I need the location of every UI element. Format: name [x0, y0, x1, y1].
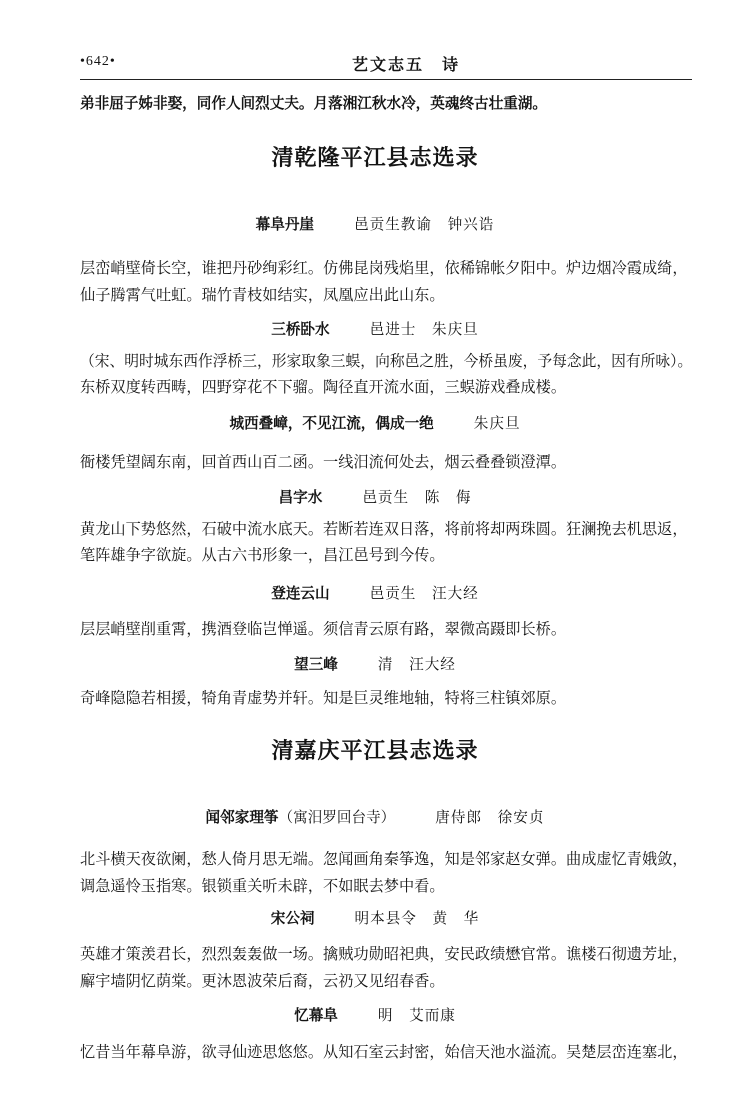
poem-heading: [0, 213, 750, 234]
poem-heading: [0, 806, 750, 827]
poem-heading: [0, 907, 750, 928]
poem-heading: [0, 1004, 750, 1025]
poem-author: 清 汪大经: [377, 656, 456, 673]
poem-title: 望三峰: [294, 656, 338, 673]
poem-heading: [0, 582, 750, 603]
poem-line: 黄龙山下势悠然，石破中流水底天。若断若连双日落，将前将却两珠圆。狂澜挽去机思返，: [80, 520, 688, 538]
page-header: [80, 50, 692, 78]
poem-line: 东桥双度转西畴，四野穿花不下骝。陶径直开流水面，三蜈游戏叠成楼。: [80, 378, 566, 396]
poem-title: 幕阜丹崖: [255, 216, 315, 233]
poem-line: 北斗横天夜欲阑，愁人倚月思无端。忽闻画角秦筝逸，知是邻家赵女弹。曲成虚忆青娥敛，: [80, 850, 688, 868]
poem-line: 衙楼凭望阔东南，回首西山百二函。一线汨流何处去，烟云叠叠锁澄潭。: [80, 453, 566, 471]
poem-title: 三桥卧水: [271, 321, 330, 338]
poem-line: 忆昔当年幕阜游，欲寻仙迹思悠悠。从知石室云封密，始信天池水溢流。吴楚层峦连塞北，: [80, 1043, 688, 1061]
header-rule: [80, 79, 692, 80]
poem-line: 廨宇墙阴忆荫棠。更沐恩波荣后裔，云礽又见绍春香。: [80, 972, 445, 990]
poem-author: 邑贡生教谕 钟兴诰: [354, 216, 495, 233]
poem-author: 明本县令 黄 华: [354, 910, 480, 927]
poem-line: 层层峭壁削重霄，携酒登临岂惮遥。须信青云原有路，翠微高蹑即长桥。: [80, 620, 566, 638]
poem-heading: [0, 412, 750, 433]
poem-preface: （宋、明时城东西作浮桥三，形家取象三蜈，向称邑之胜，今桥虽废，予每念此，因有所咏）。: [80, 352, 693, 370]
poem-subtitle: （寓汨罗回台寺）: [278, 809, 396, 826]
section-heading: 清嘉庆平江县志选录: [271, 739, 479, 764]
page-number: •642•: [80, 54, 116, 69]
poem-author: 邑进士 朱庆旦: [369, 321, 479, 338]
poem-title: 宋公祠: [270, 910, 315, 927]
running-title: 艺文志五 诗: [352, 55, 461, 74]
poem-heading: [0, 318, 750, 339]
opening-line: 弟非屈子姊非娶，同作人间烈丈夫。月落湘江秋水冷，英魂终古壮重湖。: [80, 95, 548, 112]
poem-line: 奇峰隐隐若相援，犄角青虚势并轩。知是巨灵维地轴，特将三柱镇郊原。: [80, 689, 566, 707]
section-heading: 清乾隆平江县志选录: [271, 146, 479, 171]
poem-title: 闻邻家理筝: [205, 809, 279, 826]
poem-line: 调急遥怜玉指寒。银锁重关听未辟，不如眠去梦中看。: [80, 877, 445, 895]
poem-heading: [0, 486, 750, 507]
poem-author: 唐侍郎 徐安贞: [435, 809, 545, 826]
poem-line: 笔阵雄争字欲旋。从古六书形象一，昌江邑号到今传。: [80, 546, 445, 564]
poem-line: 英雄才策羡君长，烈烈轰轰做一场。擒贼功勋昭祀典，安民政绩懋官常。谯楼石彻遗芳址，: [80, 945, 688, 963]
poem-author: 朱庆旦: [473, 415, 521, 432]
poem-author: 邑贡生 汪大经: [369, 585, 479, 602]
poem-author: 邑贡生 陈 侮: [362, 489, 472, 506]
poem-title: 昌字水: [278, 489, 323, 506]
poem-heading: [0, 653, 750, 674]
poem-title: 登连云山: [271, 585, 330, 602]
poem-line: 层峦峭壁倚长空，谁把丹砂绚彩红。仿佛昆岗残焰里，依稀锦帐夕阳中。炉边烟冷霞成绮，: [80, 259, 688, 277]
poem-title: 忆幕阜: [294, 1007, 338, 1024]
poem-title: 城西叠嶂，不见江流，偶成一绝: [229, 415, 434, 432]
poem-author: 明 艾而康: [377, 1007, 456, 1024]
poem-line: 仙子腾霄气吐虹。瑞竹青枝如结实，凤凰应出此山东。: [80, 286, 445, 304]
